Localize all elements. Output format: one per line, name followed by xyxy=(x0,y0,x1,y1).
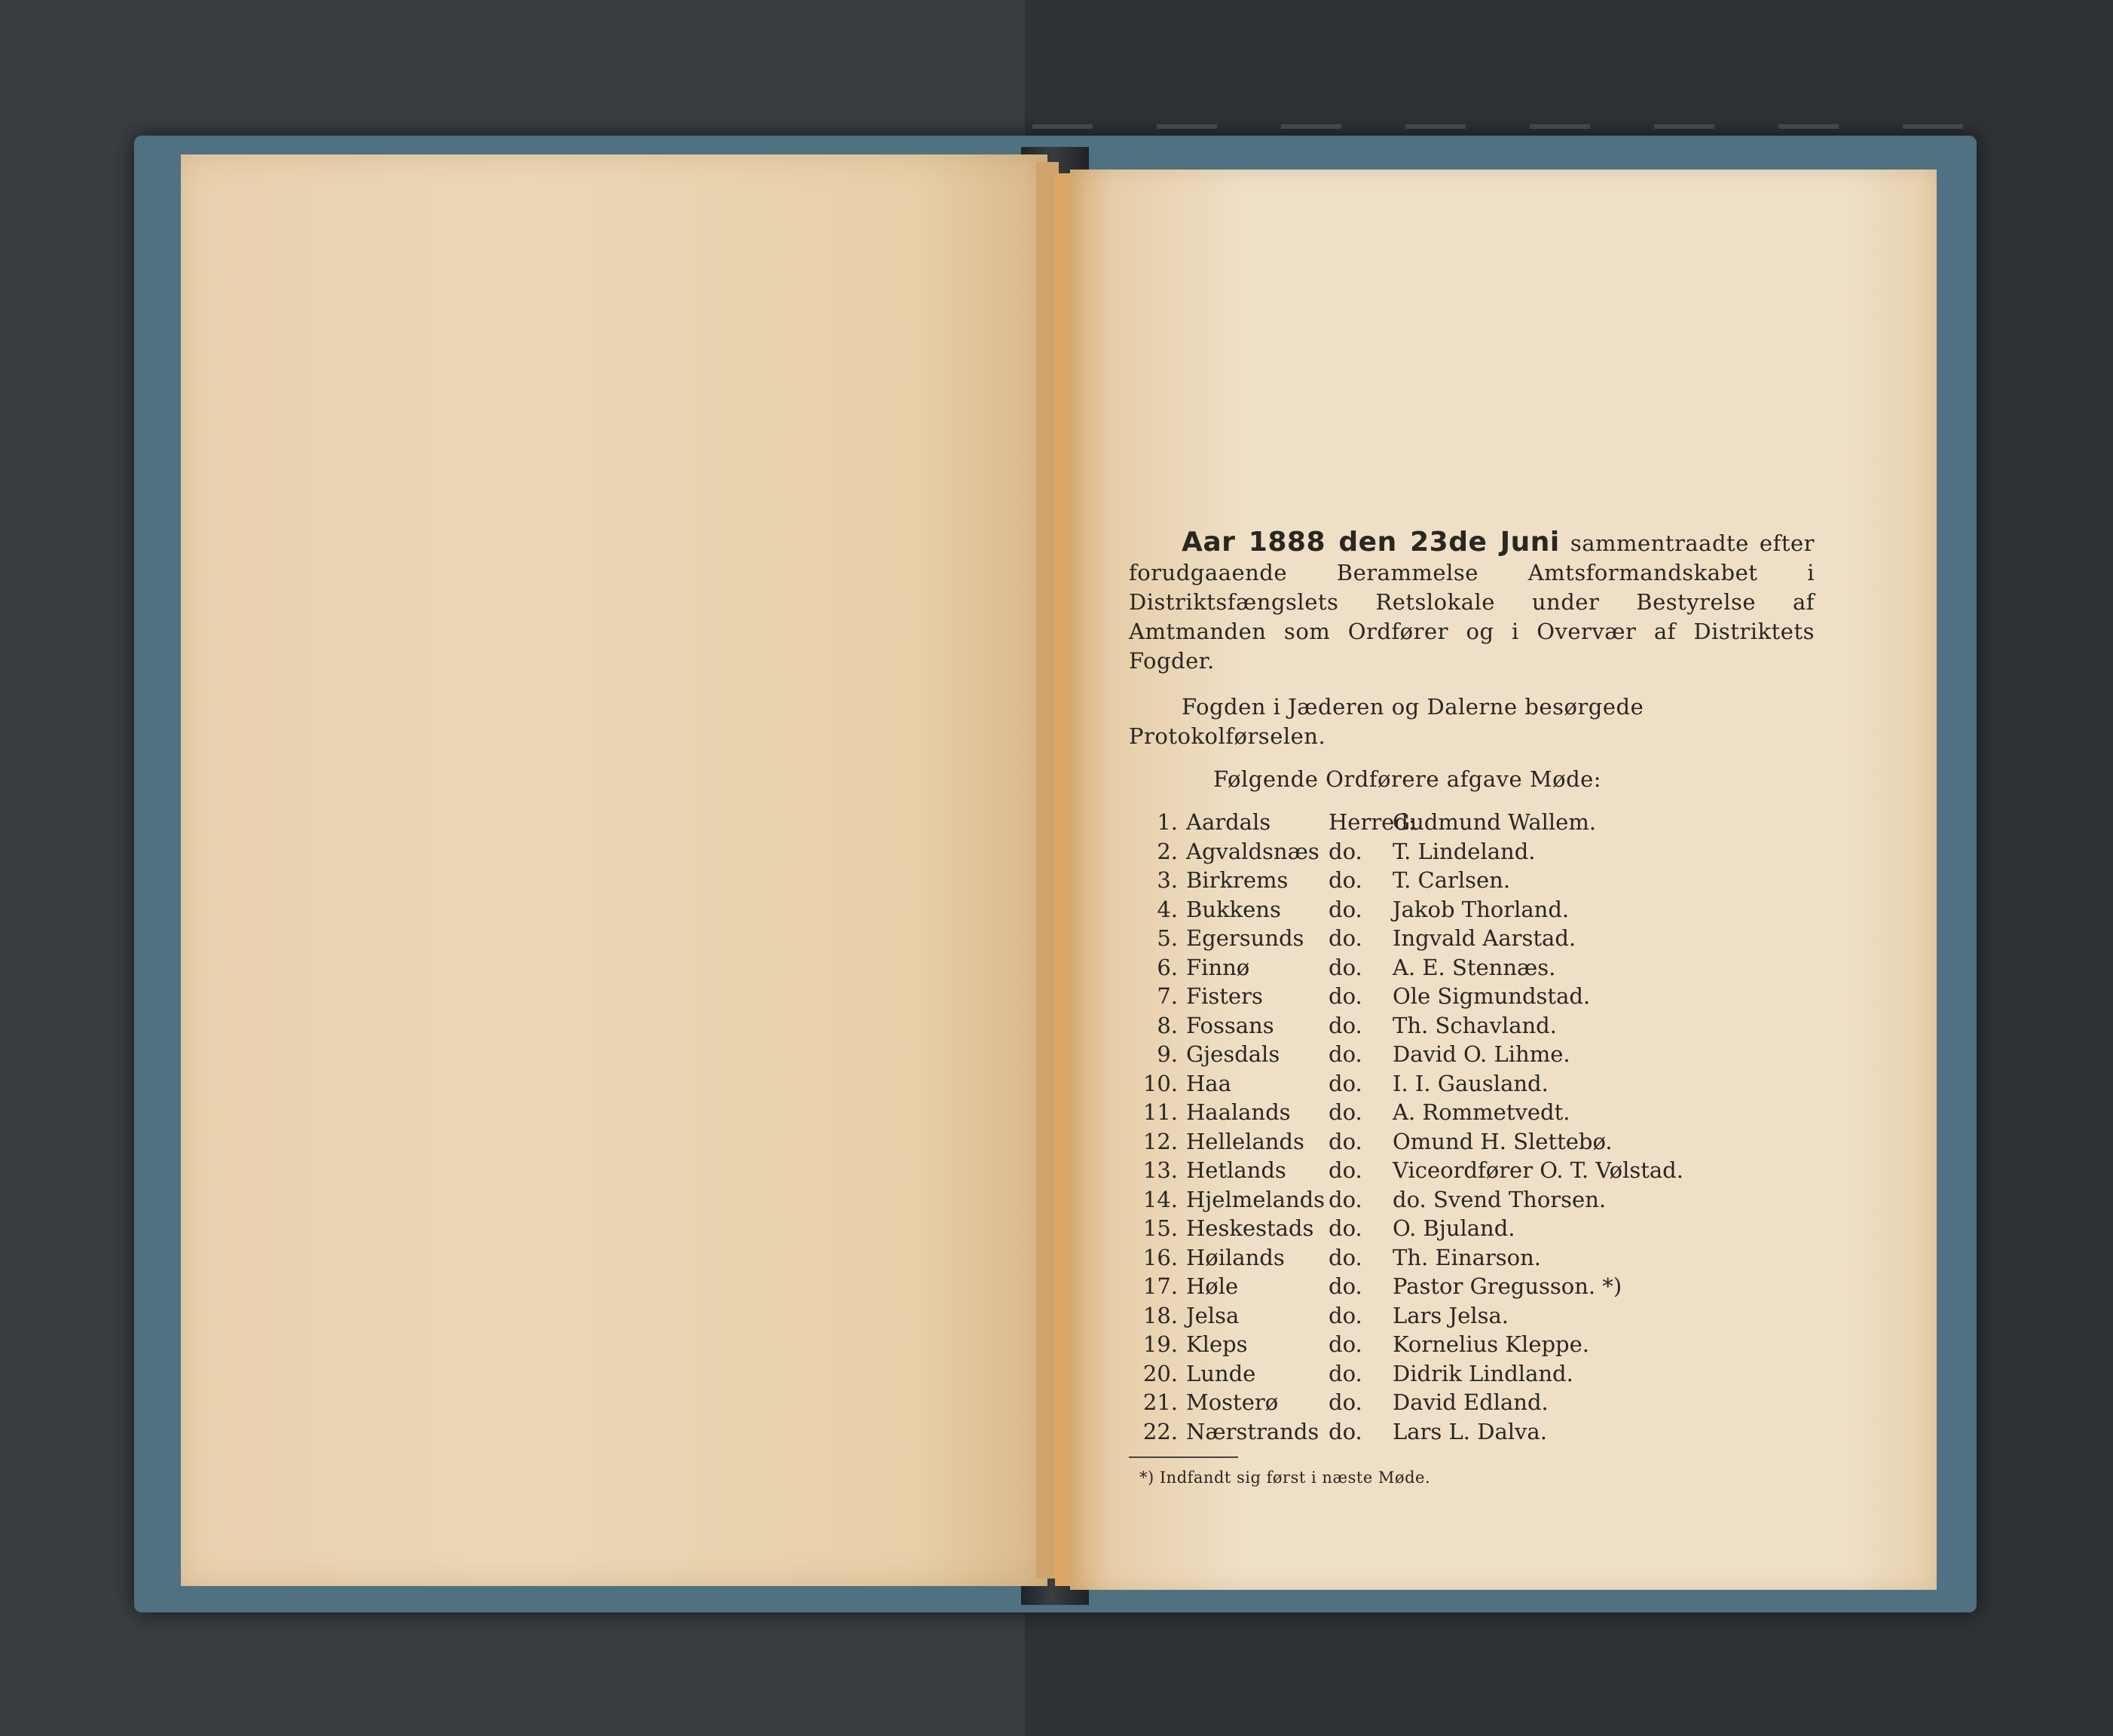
district-name: Haa xyxy=(1186,1070,1231,1096)
list-item xyxy=(1129,1041,1815,1071)
attendee-number: 8. xyxy=(1157,1012,1178,1038)
mayor-name: T. Carlsen. xyxy=(1393,867,1511,893)
mayor-name: Lars Jelsa. xyxy=(1393,1302,1509,1328)
district-name: Gjesdals xyxy=(1186,1041,1280,1067)
district-name: Hetlands xyxy=(1186,1157,1286,1183)
district-name: Nærstrands xyxy=(1186,1418,1319,1444)
attendee-number: 2. xyxy=(1157,838,1178,864)
list-item xyxy=(1129,925,1815,955)
mayor-name: David O. Lihme. xyxy=(1393,1041,1570,1067)
mayor-name: do. Svend Thorsen. xyxy=(1393,1186,1607,1212)
district-name: Finnø xyxy=(1186,954,1250,980)
attendee-number: 18. xyxy=(1142,1302,1178,1328)
district-type: do. xyxy=(1329,1128,1362,1154)
district-type: do. xyxy=(1329,1215,1362,1241)
district-type: do. xyxy=(1329,954,1362,980)
mayor-name: Didrik Lindland. xyxy=(1393,1360,1573,1386)
attendee-number: 9. xyxy=(1157,1041,1178,1067)
attendee-number: 3. xyxy=(1157,867,1178,893)
district-type: do. xyxy=(1329,867,1362,893)
mayor-name: Ingvald Aarstad. xyxy=(1393,925,1576,951)
district-name: Heskestads xyxy=(1186,1215,1314,1241)
mayor-name: Pastor Gregusson. *) xyxy=(1393,1273,1622,1299)
district-name: Fisters xyxy=(1186,983,1263,1009)
list-item xyxy=(1129,867,1815,897)
list-item xyxy=(1129,1013,1815,1042)
attendee-number: 12. xyxy=(1142,1128,1178,1154)
attendee-number: 14. xyxy=(1142,1186,1178,1212)
attendee-number: 19. xyxy=(1142,1331,1178,1357)
mayor-name: Ole Sigmundstad. xyxy=(1393,983,1591,1009)
district-name: Mosterø xyxy=(1186,1389,1279,1415)
attendee-number: 15. xyxy=(1142,1215,1178,1241)
district-name: Høle xyxy=(1186,1273,1239,1299)
district-type: do. xyxy=(1329,1099,1362,1125)
background-dashes xyxy=(1032,124,1982,129)
intro-text: sammentraadte efter forudgaaende Berammelse Amtsformandskabet i Distriktsfængslets Retslokale under Bestyrelse af Amtmanden som Ordfører og i Overvær af Distriktets Fogder. xyxy=(1129,530,1815,674)
list-item xyxy=(1129,955,1815,984)
list-item xyxy=(1129,1303,1815,1332)
list-item xyxy=(1129,1215,1815,1245)
list-item xyxy=(1129,1187,1815,1216)
list-item xyxy=(1129,1245,1815,1274)
list-item xyxy=(1129,1331,1815,1361)
mayor-name: Lars L. Dalva. xyxy=(1393,1418,1547,1444)
list-item xyxy=(1129,983,1815,1013)
mayor-name: David Edland. xyxy=(1393,1389,1549,1415)
district-type: do. xyxy=(1329,1273,1362,1299)
mayor-name: Jakob Thorland. xyxy=(1393,896,1570,922)
footnote: *) Indfandt sig først i næste Møde. xyxy=(1139,1469,1431,1487)
district-type: do. xyxy=(1329,1389,1362,1415)
district-type: do. xyxy=(1329,1418,1362,1444)
mayor-name: A. Rommetvedt. xyxy=(1393,1099,1570,1125)
mayor-name: O. Bjuland. xyxy=(1393,1215,1515,1241)
mayor-name: Omund H. Slettebø. xyxy=(1393,1128,1613,1154)
list-item xyxy=(1129,1273,1815,1303)
district-name: Bukkens xyxy=(1186,896,1281,922)
intro-paragraph xyxy=(1129,527,1815,676)
list-item xyxy=(1129,839,1815,868)
attendee-number: 4. xyxy=(1157,896,1178,922)
list-item xyxy=(1129,1361,1815,1390)
attendee-list xyxy=(1129,809,1815,1447)
district-name: Birkrems xyxy=(1186,867,1289,893)
mayor-name: I. I. Gausland. xyxy=(1393,1070,1549,1096)
mayor-name: Gudmund Wallem. xyxy=(1393,809,1597,835)
district-type: do. xyxy=(1329,1360,1362,1386)
left-page xyxy=(181,154,1047,1586)
mayor-name: Kornelius Kleppe. xyxy=(1393,1331,1589,1357)
list-item xyxy=(1129,1389,1815,1419)
district-type: do. xyxy=(1329,1331,1362,1357)
attendee-number: 1. xyxy=(1157,809,1178,835)
district-type: do. xyxy=(1329,1244,1362,1270)
district-type: do. xyxy=(1329,1157,1362,1183)
attendance-heading: Følgende Ordførere afgave Møde: xyxy=(1213,766,1602,792)
attendee-number: 17. xyxy=(1142,1273,1178,1299)
district-type: do. xyxy=(1329,1070,1362,1096)
district-name: Høilands xyxy=(1186,1244,1285,1270)
district-name: Fossans xyxy=(1186,1012,1274,1038)
mayor-name: Viceordfører O. T. Vølstad. xyxy=(1393,1157,1683,1183)
district-type: do. xyxy=(1329,925,1362,951)
attendee-number: 22. xyxy=(1142,1418,1178,1444)
district-name: Hjelmelands xyxy=(1186,1186,1326,1212)
attendee-number: 7. xyxy=(1157,983,1178,1009)
district-name: Egersunds xyxy=(1186,925,1304,951)
district-name: Agvaldsnæs xyxy=(1186,838,1319,864)
list-item xyxy=(1129,809,1815,839)
right-page-text xyxy=(1129,527,1815,1487)
district-type: do. xyxy=(1329,1186,1362,1212)
district-name: Lunde xyxy=(1186,1360,1256,1386)
list-item xyxy=(1129,1419,1815,1448)
mayor-name: Th. Einarson. xyxy=(1393,1244,1541,1270)
district-name: Haalands xyxy=(1186,1099,1291,1125)
list-item xyxy=(1129,1157,1815,1187)
attendee-number: 5. xyxy=(1157,925,1178,951)
district-type: do. xyxy=(1329,896,1362,922)
attendee-number: 10. xyxy=(1142,1070,1178,1096)
intro-lead: Aar 1888 den 23de Juni xyxy=(1182,527,1560,558)
district-type: do. xyxy=(1329,1302,1362,1328)
mayor-name: A. E. Stennæs. xyxy=(1393,954,1556,980)
district-type: do. xyxy=(1329,983,1362,1009)
list-item xyxy=(1129,897,1815,926)
mayor-name: Th. Schavland. xyxy=(1393,1012,1557,1038)
list-item xyxy=(1129,1071,1815,1100)
district-type: do. xyxy=(1329,1041,1362,1067)
attendee-number: 13. xyxy=(1142,1157,1178,1183)
list-item xyxy=(1129,1099,1815,1129)
district-name: Jelsa xyxy=(1186,1302,1240,1328)
attendee-number: 16. xyxy=(1142,1244,1178,1270)
footnote-rule xyxy=(1129,1456,1238,1458)
list-item xyxy=(1129,1129,1815,1158)
district-name: Kleps xyxy=(1186,1331,1248,1357)
district-type: do. xyxy=(1329,838,1362,864)
attendee-number: 20. xyxy=(1142,1360,1178,1386)
district-type: Herred: xyxy=(1329,809,1416,835)
district-name: Hellelands xyxy=(1186,1128,1304,1154)
attendee-number: 6. xyxy=(1157,954,1178,980)
district-type: do. xyxy=(1329,1012,1362,1038)
protocol-note: Fogden i Jæderen og Dalerne besørgede Protokolførselen. xyxy=(1129,694,1644,749)
attendee-number: 11. xyxy=(1142,1099,1178,1125)
district-name: Aardals xyxy=(1186,809,1271,835)
mayor-name: T. Lindeland. xyxy=(1393,838,1536,864)
attendee-number: 21. xyxy=(1142,1389,1178,1415)
